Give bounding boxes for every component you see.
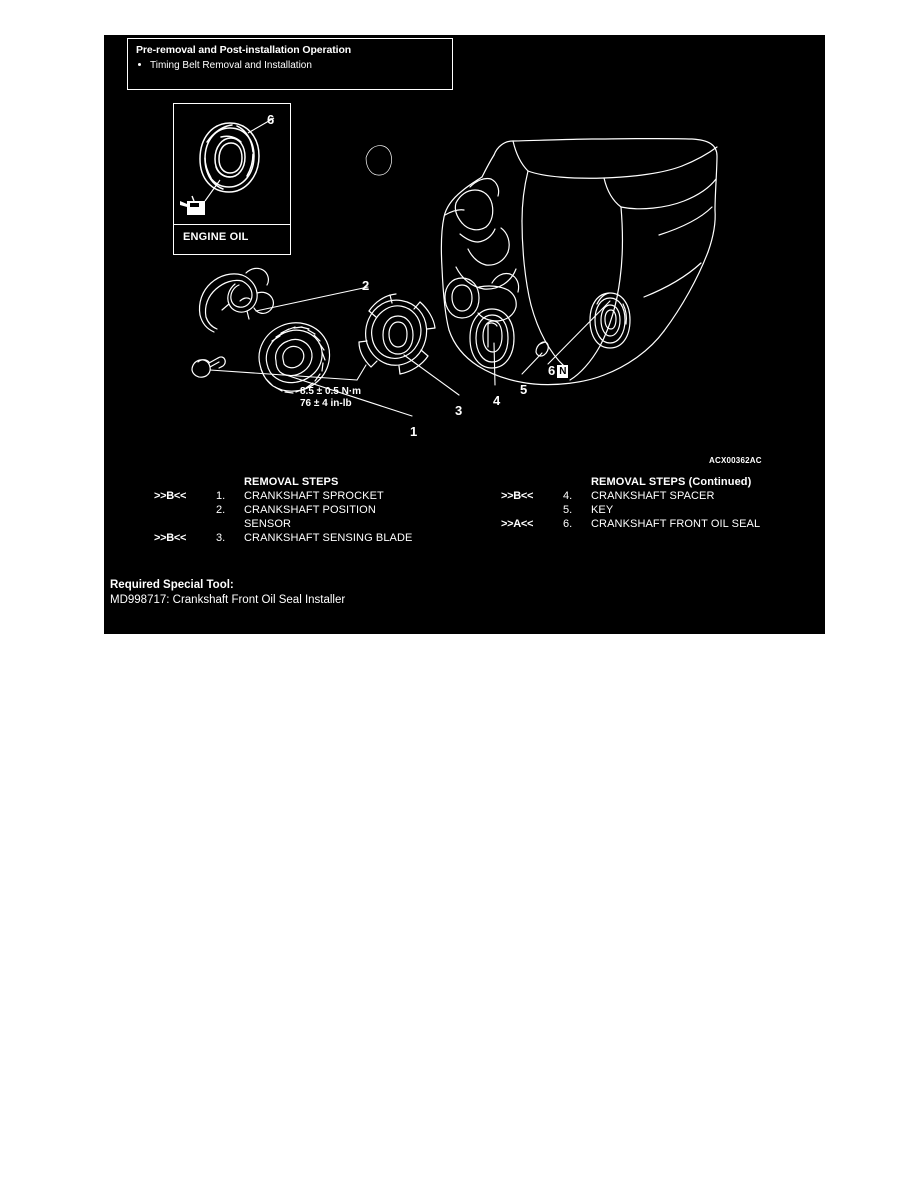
removal-step-row	[154, 503, 484, 517]
removal-step-row	[154, 531, 484, 545]
step-name: CRANKSHAFT POSITION	[244, 504, 376, 516]
removal-steps-continued-heading: REMOVAL STEPS (Continued)	[591, 476, 752, 488]
pre-removal-item-label: Timing Belt Removal and Installation	[150, 60, 312, 71]
pre-removal-title: Pre-removal and Post-installation Operation	[136, 44, 352, 56]
removal-step-row	[501, 517, 821, 531]
removal-step-row	[154, 489, 484, 503]
torque-specification	[300, 386, 361, 409]
engine-oil-label: ENGINE OIL	[183, 231, 249, 243]
step-name: KEY	[591, 504, 614, 516]
exploded-view-illustration	[104, 35, 825, 495]
step-name: CRANKSHAFT FRONT OIL SEAL	[591, 518, 761, 530]
removal-step-row-continuation	[154, 517, 484, 531]
torque-metric: 8.5 ± 0.5 N·m	[300, 386, 362, 397]
step-name: CRANKSHAFT SPROCKET	[244, 490, 384, 502]
callout-6-nonreusable	[548, 363, 568, 378]
step-number: 4.	[563, 490, 573, 502]
removal-steps-heading: REMOVAL STEPS	[244, 476, 339, 488]
callout-2: 2	[362, 278, 370, 293]
inset-callout-6: 6	[267, 112, 275, 127]
required-special-tool	[110, 578, 345, 608]
step-name: SENSOR	[244, 518, 292, 530]
step-mark: >>B<<	[154, 490, 187, 502]
special-tool-value: MD998717: Crankshaft Front Oil Seal Installer	[110, 594, 346, 606]
torque-imperial: 76 ± 4 in-lb	[300, 397, 352, 409]
callout-4: 4	[493, 393, 501, 408]
step-number: 2.	[216, 504, 226, 516]
special-tool-title: Required Special Tool:	[110, 579, 234, 591]
step-mark: >>A<<	[501, 518, 534, 530]
callout-1: 1	[410, 424, 418, 439]
step-number: 5.	[563, 504, 573, 516]
callout-6: 6	[548, 363, 556, 378]
removal-step-row	[501, 489, 821, 503]
step-name: CRANKSHAFT SENSING BLADE	[244, 532, 413, 544]
figure-id-code: ACX00362AC	[709, 456, 762, 465]
callout-5: 5	[520, 382, 528, 397]
step-name: CRANKSHAFT SPACER	[591, 490, 715, 502]
step-number: 1.	[216, 490, 226, 502]
step-number: 6.	[563, 518, 573, 530]
step-mark: >>B<<	[501, 490, 534, 502]
removal-step-row	[501, 503, 821, 517]
step-mark: >>B<<	[154, 532, 187, 544]
service-figure-panel	[104, 35, 825, 634]
nonreusable-part-marker: N	[559, 366, 567, 377]
step-number: 3.	[216, 532, 226, 544]
removal-steps-right	[501, 475, 821, 531]
callout-3: 3	[455, 403, 463, 418]
removal-steps-left	[154, 475, 484, 545]
